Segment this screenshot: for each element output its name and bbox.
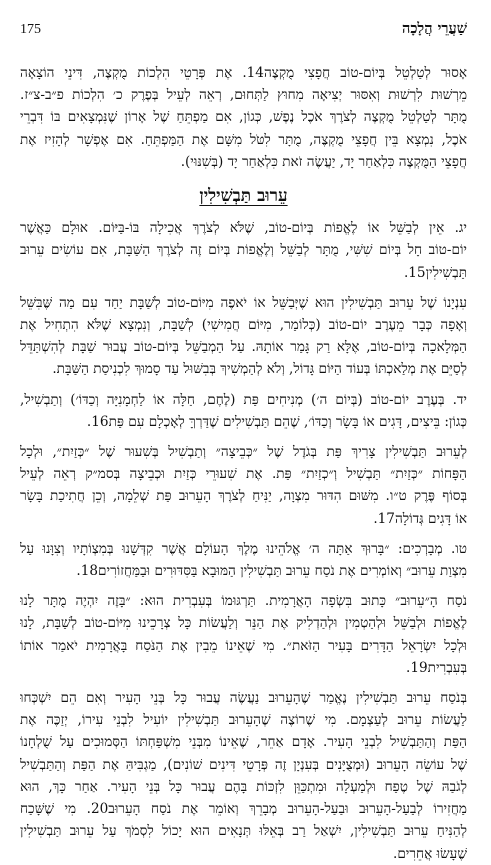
running-header (20, 0, 467, 42)
page-number: 175 (20, 22, 41, 37)
text-line: חֲפָצֵי הַמֻּקְצֶה כִּלְאַחַר יָד, יַעֲשֶׂה זֹאת כִּלְאַחַר יָד (בְּשִׁנּוּי). (180, 153, 467, 170)
text-line: הַפַּת וְהַתַּבְשִׁיל לִבְנֵי הָעִיר. אָדָם אַחֵר, שֶׁאֵינוֹ מִבְּנֵי מִשְׁפַּחְתּוֹ הַסְּמוּכִים עַל שֻׁלְחָנוֹ (20, 734, 467, 751)
text-line: מִצְוַת עֵרוּב״ וְאוֹמְרִים אֶת נֹסַח עֵרוּב תַּבְשִׁילִין הַמּוּבָא בַּסִּדּוּרִים וּבַמַּחֲזוֹרִים18. (76, 563, 467, 580)
text-line: בְּעִבְרִית19. (406, 659, 467, 676)
text-line: תַּבְשִׁילִין15. (403, 264, 467, 281)
text-line: אָסוּר לְטַלְטֵל בְּיוֹם-טוֹב חֲפָצִי מֻקְצֶה14. אֶת פְּרָטֵי הִלְכוֹת מֻקְצֶה, דִּינֵי הוֹצָאָה (20, 65, 467, 81)
paragraph (20, 538, 467, 582)
text-line: לְהַנִּיחַ עֵרוּב תַּבְשִׁילִין, יִשְׁאַל רַב בְּאֵלּוּ תְּנָאִים הוּא יָכוֹל לִסְמֹךְ עַל עֵרוּב תַּבְשִׁילִין (20, 823, 467, 840)
book-title: שַׁעֲרֵי הֲלָכָה (402, 20, 467, 37)
text-line: מֻתָּר לְטַלְטֵל מֻקְצֶה לְצֹרֶךְ אֹכֶל נֶפֶשׁ, כְּגוֹן, אִם מַפְתֵּחַ שֶׁל אָרוֹן שֶׁנִּמְצָאִים בּוֹ דִּבְרֵי (20, 109, 467, 126)
text-line: אֹכֶל, נִמְצָא בֵּין חֲפָצֵי מֻקְצֶה, מֻתָּר לִטֹּל מִשָּׁם אֶת הַמַּפְתֵּחַ. אִם אֶפְשָׁר לְהָזִיז אֶת (20, 131, 467, 148)
text-line: בְּנֹסַח עֵרוּב תַּבְשִׁילִין נֶאֱמַר שֶׁהָעֵרוּב נַעֲשֶׂה עֲבוּר כָּל בְּנֵי הָעִיר וְאִם הֵם יִשְׁכְּחוּ (20, 690, 467, 707)
paragraph (20, 687, 467, 865)
text-line: אוֹ דָּגִים גְּדוֹלָה17. (373, 510, 467, 527)
text-line: לְגֹבַהּ שֶׁל טֶפַח וּלְמַעְלָה וּמִתְכַּוֵּן לִזְכּוֹת בָּהֶם עֲבוּר כָּל בְּנֵי הָעִיר. אַחַר כָּךְ, הוּא (20, 778, 467, 795)
text-line: כְּגוֹן: בֵּיצִים, דָּגִים אוֹ בָּשָׂר וְכַדּוֹ׳, שֶׁהֵם תַּבְשִׁילִים שֶׁדַּרְךָּ לְאָכְלָם עִם פַּת16. (86, 413, 467, 430)
text-line: יד. בְּעֶרֶב יוֹם-טוֹב (בְּיוֹם ה׳) מְנִיחִים פַּת (לֶחֶם, חַלָּה אוֹ לַחְמָנִיָּה וְכַדּוֹ׳) וְתַבְשִׁיל, (20, 391, 467, 408)
text-line: לֶאֱפוֹת וּלְבַשֵּׁל וּלְהַטְמִין וּלְהַדְלִיק אֶת הַנֵּר וְלַעֲשׂוֹת כָּל צְרָכֵינוּ מִיּוֹם-טוֹב לְשַׁבָּת, לָנוּ (20, 615, 467, 632)
paragraph (20, 441, 467, 530)
text-line: וּלְכָל יִשְׂרָאֵל הַדָּרִים בָּעִיר הַזֹּאת״. מִי שֶׁאֵינוֹ מֵבִין אֶת הַנֹּסַח בָּאֲרָמִית יֹאמַר אוֹתוֹ (20, 637, 467, 654)
text-line: בְּסוֹף פֶּרֶק ט״ו. מִשּׁוּם הִדּוּר מִצְוָה, יַנִּיחַ לְצֹרֶךְ הָעֵרוּב פַּת שְׁלֵמָה, וְכֵן חֲתִיכַת בָּשָׂר (20, 488, 467, 505)
text-line: טו. מְבָרְכִים: ״בָּרוּךְ אַתָּה ה׳ אֱלֹהֵינוּ מֶלֶךְ הָעוֹלָם אֲשֶׁר קִדְּשָׁנוּ בְּמִצְוֹתָיו וְצִוָּנוּ עַל (20, 540, 467, 557)
text-line: וְאָפָה כְּבָר מֵעֶרֶב יוֹם-טוֹב (כְּלוֹמַר, מִיּוֹם חֲמִישִׁי) לְשַׁבָּת, וְנִמְצָא שֶׁלֹּא הִתְחִיל אֶת (20, 317, 467, 334)
paragraph (20, 590, 467, 679)
text-line: עִנְיָנוֹ שֶׁל עֵרוּב תַּבְשִׁילִין הוּא שֶׁיְּבַשֵּׁל אוֹ יֹאפֶה מִיּוֹם-טוֹב לְשַׁבָּת יַחַד עִם מַה שֶּׁבִּשֵּׁל (20, 294, 467, 311)
paragraph (20, 62, 467, 173)
text-line: יוֹם-טוֹב חָל בְּיוֹם שִׁשִּׁי, מֻתָּר לְבַשֵּׁל וְלֶאֱפוֹת בְּיוֹם זֶה לְצֹרֶךְ הַשַּׁבָּת, אִם עוֹשִׂים עֵרוּב (20, 242, 467, 259)
text-line: מַחֲזִירוֹ לְבַעַל-הָעֵרוּב וּבַעַל-הָעֵרוּב מְבָרֵךְ וְאוֹמֵר אֶת נֹסַח הָעֵרוּב20. מִי שֶׁשָּׁכַח (20, 801, 467, 818)
page-body (20, 62, 467, 865)
text-line: נֹסַח הָ״עֵרוּב״ כָּתוּב בִּשְׂפָה הָאֲרָמִית. תַּרְגּוּמוֹ בְּעִבְרִית הוּא: ״בָּזֶה יִהְיֶה מֻתָּר לָנוּ (20, 593, 467, 610)
text-line: לְעֵרוּב תַּבְשִׁילִין צָרִיךְ פַּת בְּגֹדֶל שֶׁל ״כְּבֵיצָה״ וְתַבְשִׁיל בְּשִׁעוּר שֶׁל ״כְּזַיִת״, וּלְכָל (20, 444, 467, 461)
text-line: שֶׁל עוֹשֵׂה הָעֵרוּב (וּמְצֻיָּנִים בְּעִנְיָן זֶה פְּרָטֵי דִּינִים שׁוֹנִים), מַגְבִּיהַּ אֶת הַפַּת וְהַתַּבְשִׁיל (20, 756, 467, 773)
text-line: מֵרְשׁוּת לִרְשׁוּת וְאִסּוּר יְצִיאָה מִחוּץ לַתְּחוּם, רְאֵה לְעֵיל בְּפֶרֶק כ׳ הִלְכוֹת פ״ב-צ״ז. (20, 87, 467, 104)
text-line: לְסַיֵּם אֶת מְלַאכְתּוֹ בְּעוֹד הַיּוֹם גָּדוֹל, וְלֹא לְהַמְשִׁיךְ בְּבִשּׁוּל עַד סָמוּךְ לִכְנִיסַת הַשַּׁבָּת. (52, 361, 467, 378)
text-line: הַמְּלָאכָה בְּיוֹם-טוֹב, אֶלָּא רַק גָּמַר אוֹתָהּ. עַל הַמְבַשֵּׁל בְּיוֹם-טוֹב עֲבוּר שַׁבָּת לְהִשְׁתַּדֵּל (20, 339, 467, 356)
paragraph (20, 292, 467, 381)
paragraph (20, 389, 467, 433)
paragraph (20, 217, 467, 284)
text-line: לַעֲשׂוֹת עֵרוּב לְעַצְמָם. מִי שֶׁרוֹצֶה שֶׁהָעֵרוּב תַּבְשִׁילִין יוֹעִיל לִבְנֵי עִירוֹ, יְזַכֶּה אֶת (20, 712, 467, 729)
text-line: יג. אֵין לְבַשֵּׁל אוֹ לֶאֱפוֹת בְּיוֹם-טוֹב, שֶׁלֹּא לְצֹרֶךְ אֲכִילָה בּוֹ-בַּיּוֹם. אוּלָם כַּאֲשֶׁר (20, 220, 467, 237)
text-line: הַפָּחוֹת ״כְּזַיִת״ תַּבְשִׁיל וְ״כְזַיִת״ פַּת. אֶת שִׁעוּרֵי כְּזַיִת וּכְבֵיצָה בְּסמ״ק רְאֵה לְעֵיל (20, 466, 467, 483)
section-title: עֵרוּב תַּבְשִׁילִין (199, 186, 288, 207)
text-line: שֶׁעָשׂוּ אֲחֵרִים. (393, 845, 467, 862)
